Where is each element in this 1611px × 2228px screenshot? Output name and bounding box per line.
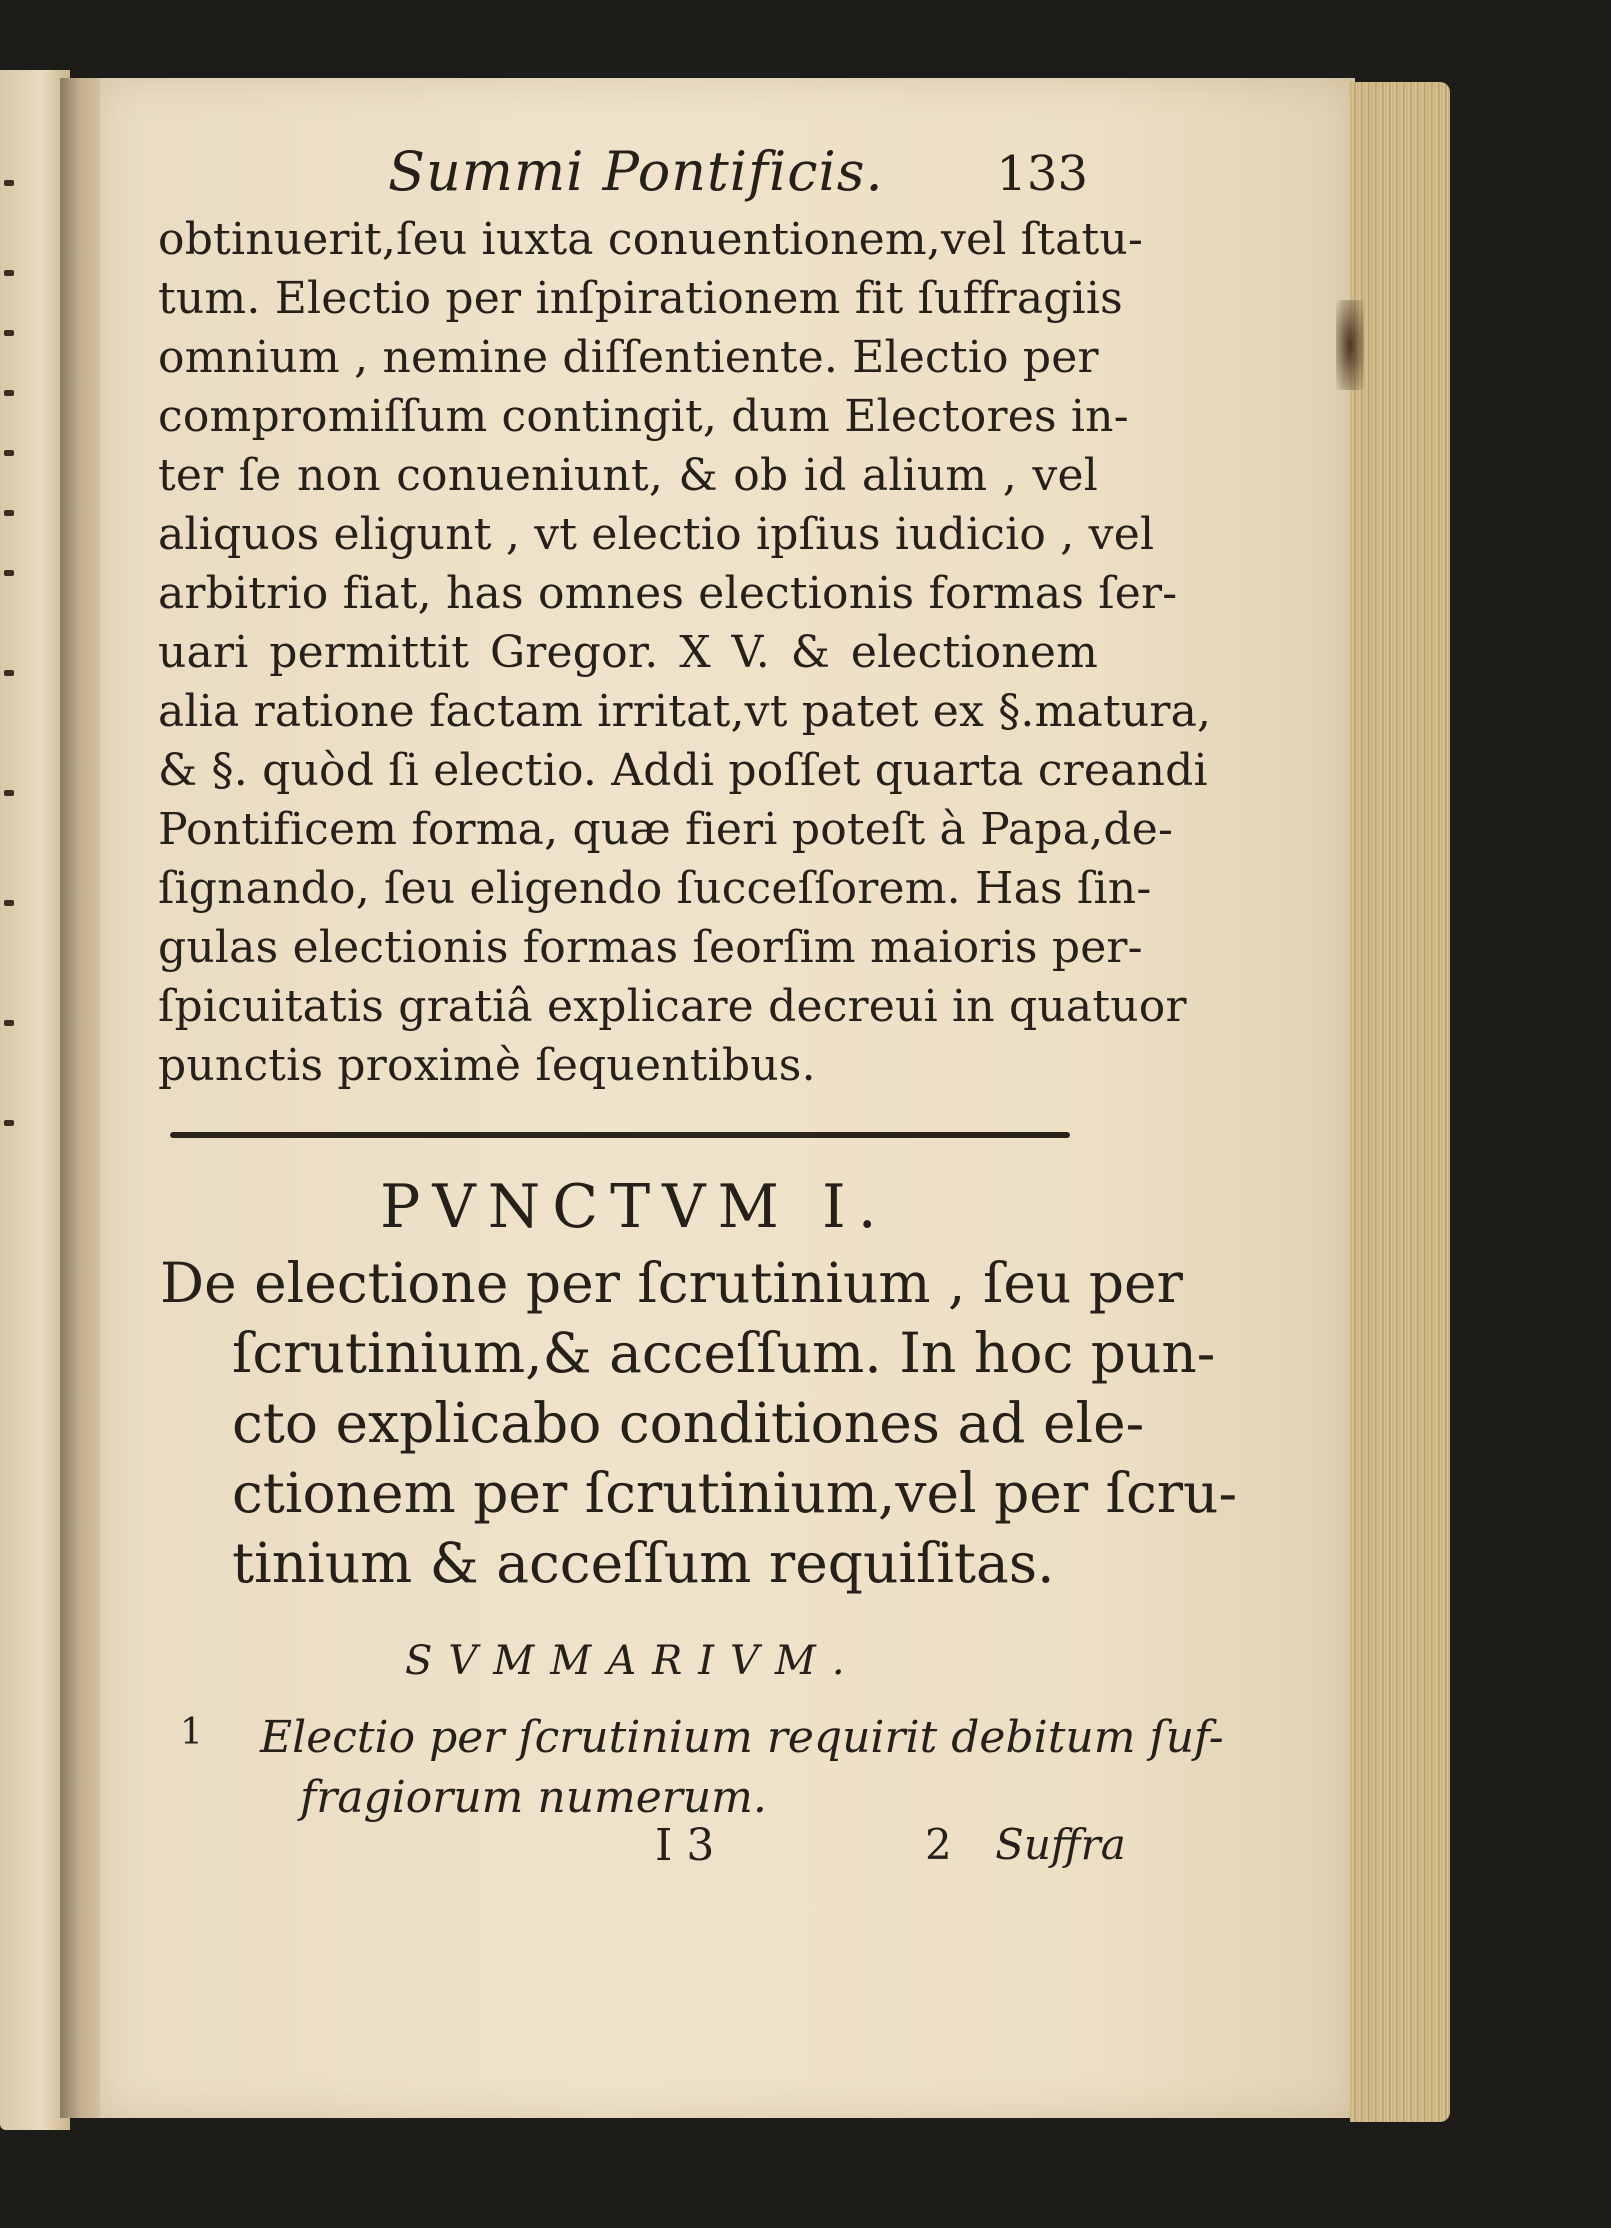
facing-page-glyph <box>4 1020 14 1026</box>
main-text-block <box>158 140 1212 1095</box>
facing-page-glyph <box>4 570 14 576</box>
page-stain <box>1336 300 1364 390</box>
section-rule <box>170 1132 1070 1138</box>
summary-line: Electio per ſcrutinium requirit debitum ſuf- <box>260 1712 1224 1763</box>
facing-page-glyph <box>4 1120 14 1126</box>
facing-page-glyph <box>4 790 14 796</box>
page-number: 133 <box>996 146 1088 202</box>
facing-page-glyph <box>4 510 14 516</box>
page-stack-edge <box>1350 82 1450 2122</box>
subject-line: ctionem per ſcrutinium,vel per ſcru- <box>232 1461 1238 1525</box>
summary-line: fragiorum numerum. <box>300 1772 767 1823</box>
catchword-number: 2 <box>925 1820 952 1869</box>
body-line: aliquos eligunt , vt electio ipſius iudicio , vel <box>158 509 1155 560</box>
subject-line: cto explicabo conditiones ad ele- <box>232 1391 1145 1455</box>
body-line: Pontificem forma, quæ fieri poteſt à Papa,de- <box>158 804 1174 855</box>
running-head: Summi Pontificis. <box>388 140 884 203</box>
body-line: obtinuerit,ſeu iuxta conuentionem,vel ſtatu- <box>158 214 1144 265</box>
facing-page-glyph <box>4 180 14 186</box>
body-line: uari permittit Gregor. X V. & electionem <box>158 627 1098 678</box>
signature-mark: I 3 <box>655 1820 715 1871</box>
body-line: & §. quòd ſi electio. Addi poſſet quarta creandi <box>158 745 1208 796</box>
section-subject <box>160 1248 1238 1598</box>
body-line: punctis proximè ſequentibus. <box>158 1040 816 1091</box>
body-line: arbitrio fiat, has omnes electionis formas ſer- <box>158 568 1178 619</box>
body-line: tum. Electio per inſpirationem fit ſuffragiis <box>158 273 1123 324</box>
catchword-word: Suffra <box>995 1820 1126 1869</box>
facing-page-glyph <box>4 900 14 906</box>
page-header <box>158 140 1098 210</box>
body-line: ter ſe non conueniunt, & ob id alium , vel <box>158 450 1098 501</box>
facing-page-glyph <box>4 670 14 676</box>
subject-line: ſcrutinium,& acceſſum. In hoc pun- <box>232 1321 1216 1385</box>
body-line: ſpicuitatis gratiâ explicare decreui in quatuor <box>158 981 1187 1032</box>
body-line: compromiſſum contingit, dum Electores in- <box>158 391 1129 442</box>
facing-page-glyph <box>4 450 14 456</box>
body-line: alia ratione factam irritat,vt patet ex §.matura, <box>158 686 1212 737</box>
catchword <box>925 1820 1126 1869</box>
facing-page-glyph <box>4 390 14 396</box>
facing-page-glyph <box>4 330 14 336</box>
body-line: gulas electionis formas ſeorſim maioris per- <box>158 922 1143 973</box>
facing-page-glyph <box>4 270 14 276</box>
summarium-heading: SVMMARIVM. <box>405 1638 861 1684</box>
body-line: omnium , nemine diſſentiente. Electio per <box>158 332 1099 383</box>
subject-line: De electione per ſcrutinium , ſeu per <box>160 1251 1183 1315</box>
summary-item-text <box>260 1708 1224 1828</box>
section-heading: PVNCTVM I. <box>380 1172 889 1242</box>
body-line: ſignando, ſeu eligendo ſucceſſorem. Has ſin- <box>158 863 1152 914</box>
subject-line: tinium & acceſſum requiſitas. <box>232 1531 1055 1595</box>
summary-item-number: 1 <box>180 1712 203 1753</box>
